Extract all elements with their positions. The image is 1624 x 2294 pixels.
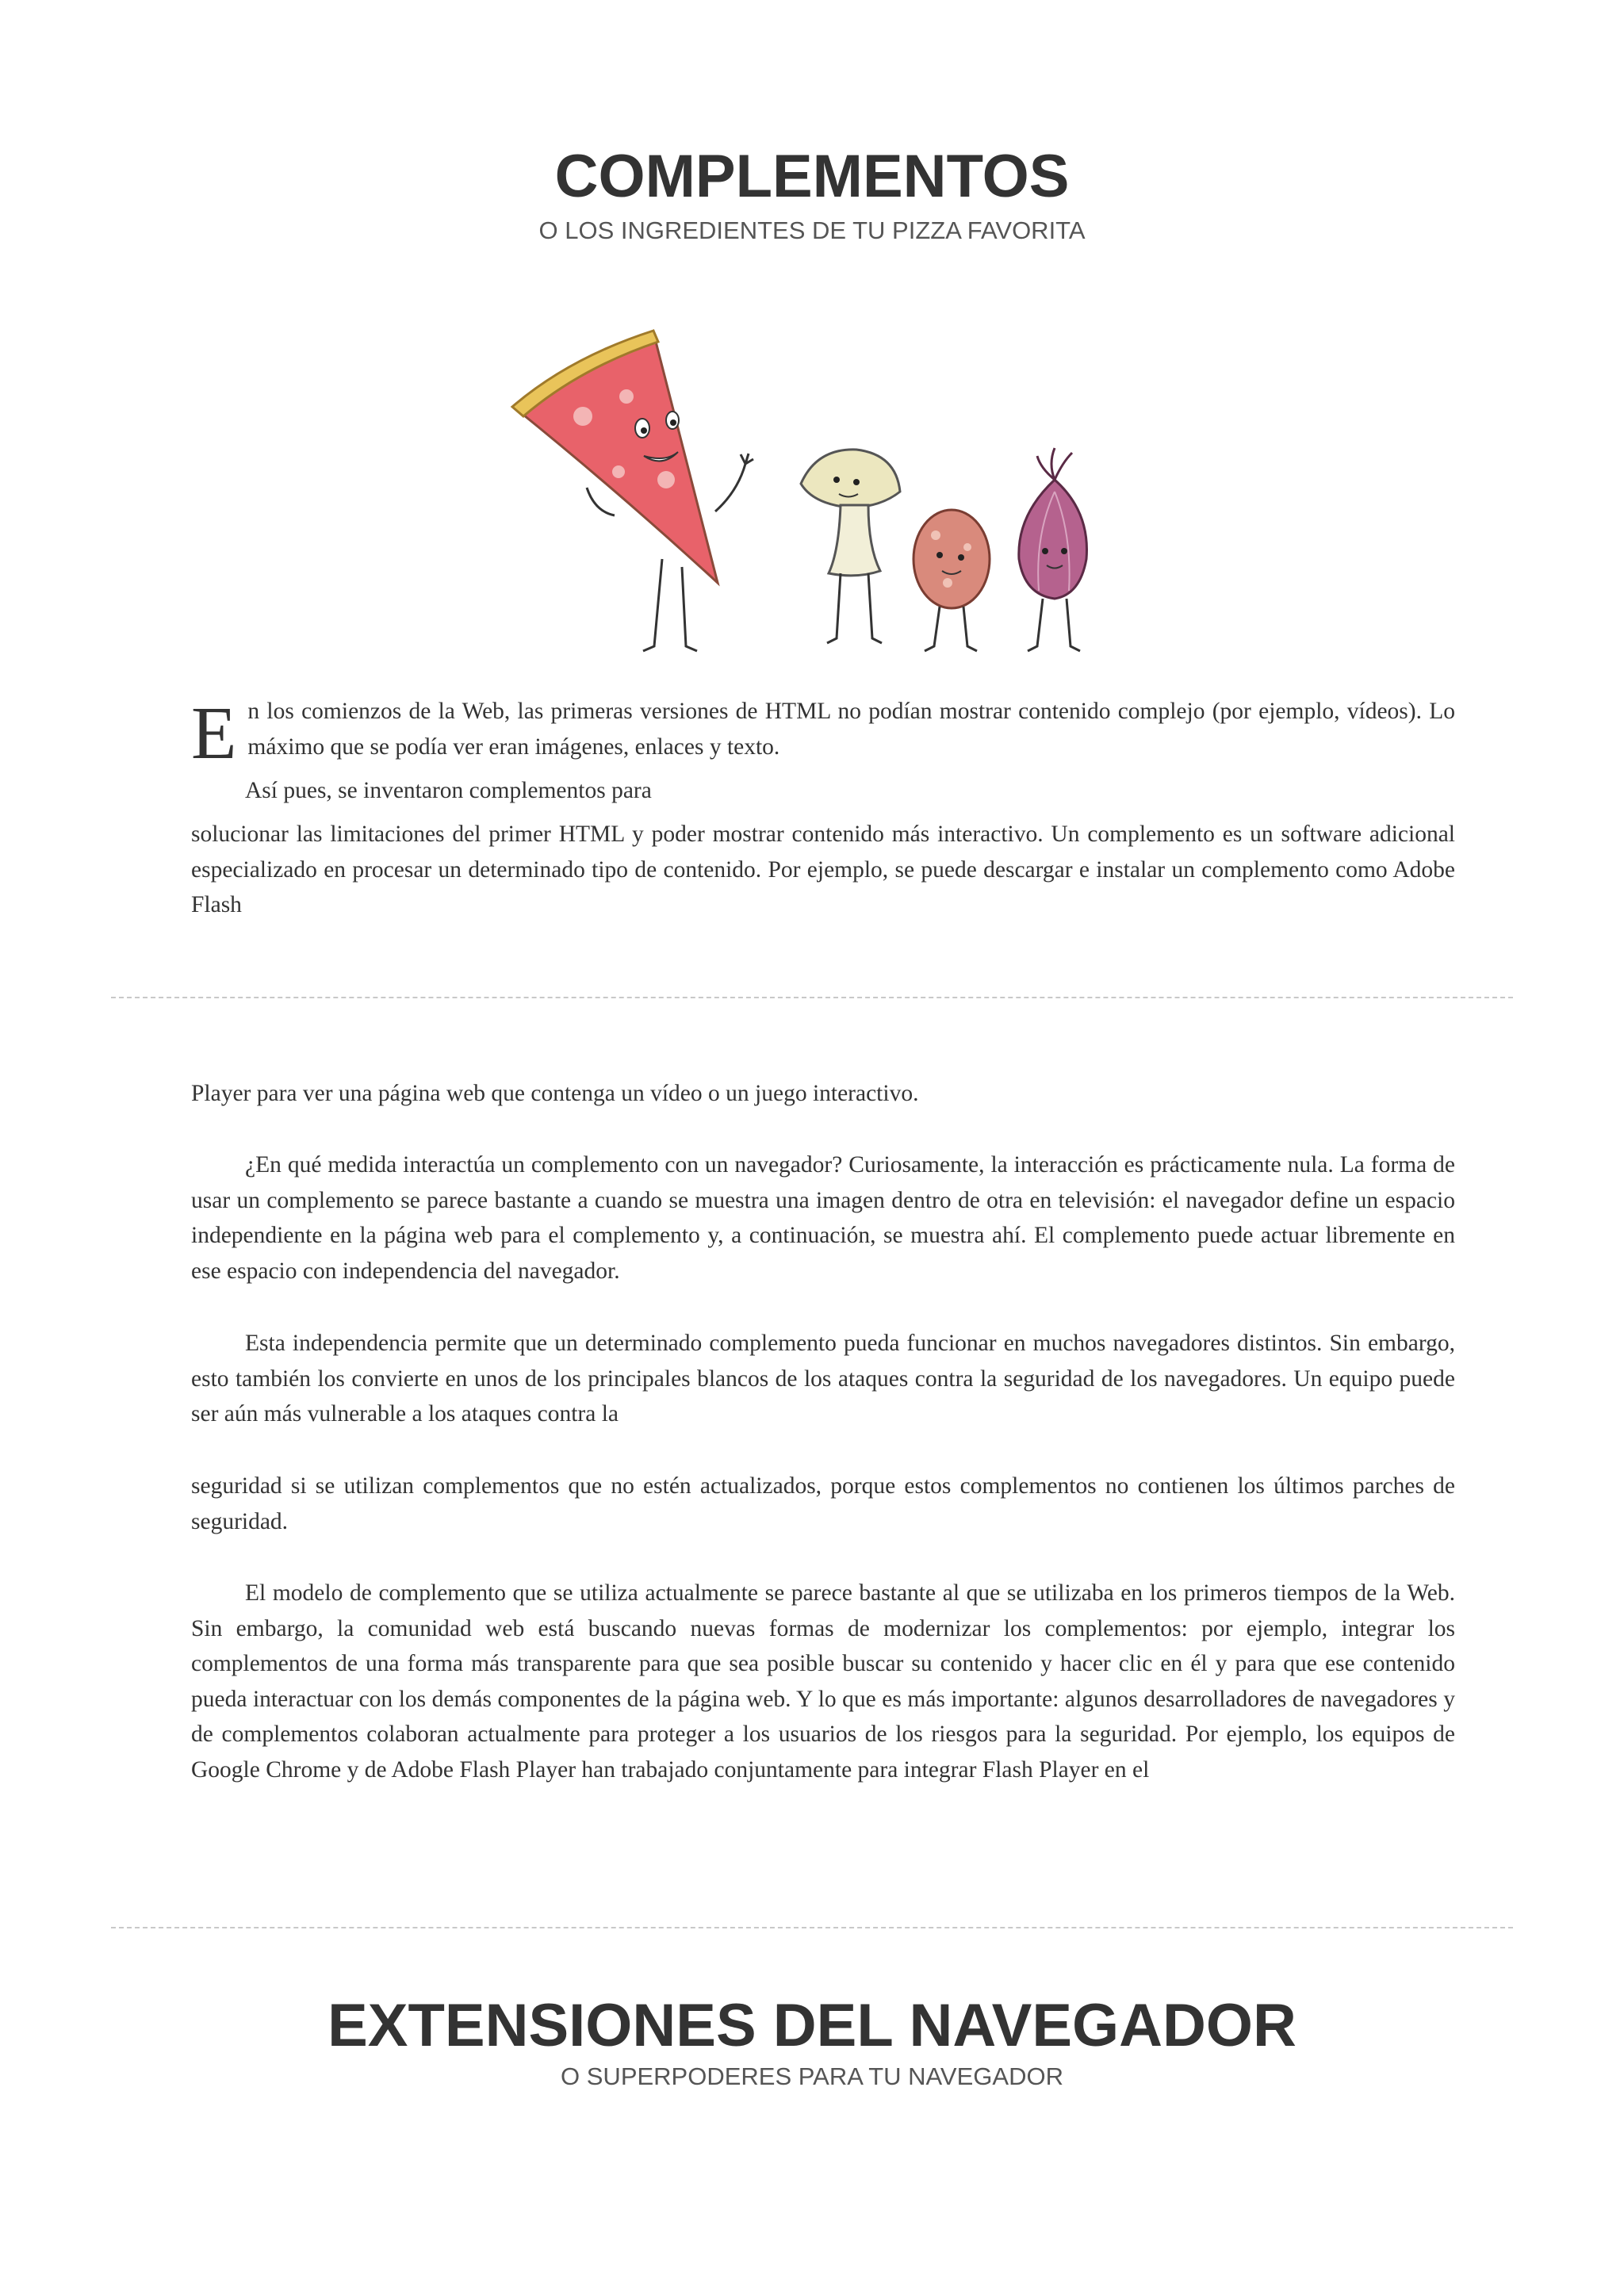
mushroom-icon: [801, 450, 900, 643]
paragraph-2-continued: solucionar las limitaciones del primer HTML y poder mostrar contenido más interactivo. Un complemento es un software adicional especializado en procesar un determinado tipo de contenido. Por ejemplo, se puede descargar e instalar un complemento como Adobe Flash: [191, 821, 1455, 917]
section-subtitle-complementos: O LOS INGREDIENTES DE TU PIZZA FAVORITA: [538, 216, 1086, 244]
paragraph-2-end: Player para ver una página web que contenga un vídeo o un juego interactivo.: [191, 1081, 919, 1106]
section-subtitle-extensiones: O SUPERPODERES PARA TU NAVEGADOR: [561, 2062, 1063, 2090]
page-divider: [111, 1927, 1513, 1928]
paragraph-4-end: seguridad si se utilizan complementos que no estén actualizados, porque estos complementos no contienen los últimos parches de seguridad.: [191, 1473, 1455, 1534]
paragraph-3: ¿En qué medida interactúa un complemento con un navegador? Curiosamente, la interacción es prácticamente nula. La forma de usar un complemento se parece bastante a cuando se muestra una imagen dentro de otra en televisión: el navegador define un espacio independiente en la página web para el complemento y, a continuación, se muestra ahí. El complemento puede actuar libremente en ese espacio con independencia del navegador.: [191, 1152, 1455, 1284]
pizza-ingredients-illustration-icon: [508, 321, 1134, 670]
paragraph-2-start: Así pues, se inventaron complementos para: [245, 778, 652, 803]
pizza-slice-icon: [512, 331, 753, 651]
page-divider: [111, 997, 1513, 998]
section-title-extensiones: EXTENSIONES DEL NAVEGADOR: [327, 1992, 1297, 2059]
paragraph-4-start: Esta independencia permite que un determinado complemento pueda funcionar en muchos navegadores distintos. Sin embargo, esto también los convierte en unos de los principales blancos de los ataques contra la seguridad de los navegadores. Un equipo puede ser aún más vulnerable a los ataques contra la: [191, 1331, 1455, 1427]
paragraph-5: El modelo de complemento que se utiliza actualmente se parece bastante al que se utilizaba en los primeros tiempos de la Web. Sin embargo, la comunidad web está buscando nuevas formas de modernizar los complementos: por ejemplo, integrar los complementos de una forma más transparente para que sea posible buscar su contenido y hacer clic en él y para que ese contenido pueda interactuar con los demás componentes de la página web. Y lo que es más importante: algunos desarrolladores de navegadores y de complementos colaboran actualmente para proteger a los usuarios de los riesgos para la seguridad. Por ejemplo, los equipos de Google Chrome y de Adobe Flash Player han trabajado conjuntamente para integrar Flash Player en el: [191, 1580, 1455, 1783]
onion-icon: [1019, 448, 1087, 651]
paragraph-intro: En los comienzos de la Web, las primeras versiones de HTML no podían mostrar contenido complejo (por ejemplo, vídeos). Lo máximo que se podía ver eran imágenes, enlaces y texto.: [191, 692, 1455, 775]
section-title-complementos: COMPLEMENTOS: [554, 143, 1070, 210]
salami-icon: [914, 510, 990, 651]
drop-cap: E: [191, 692, 237, 775]
